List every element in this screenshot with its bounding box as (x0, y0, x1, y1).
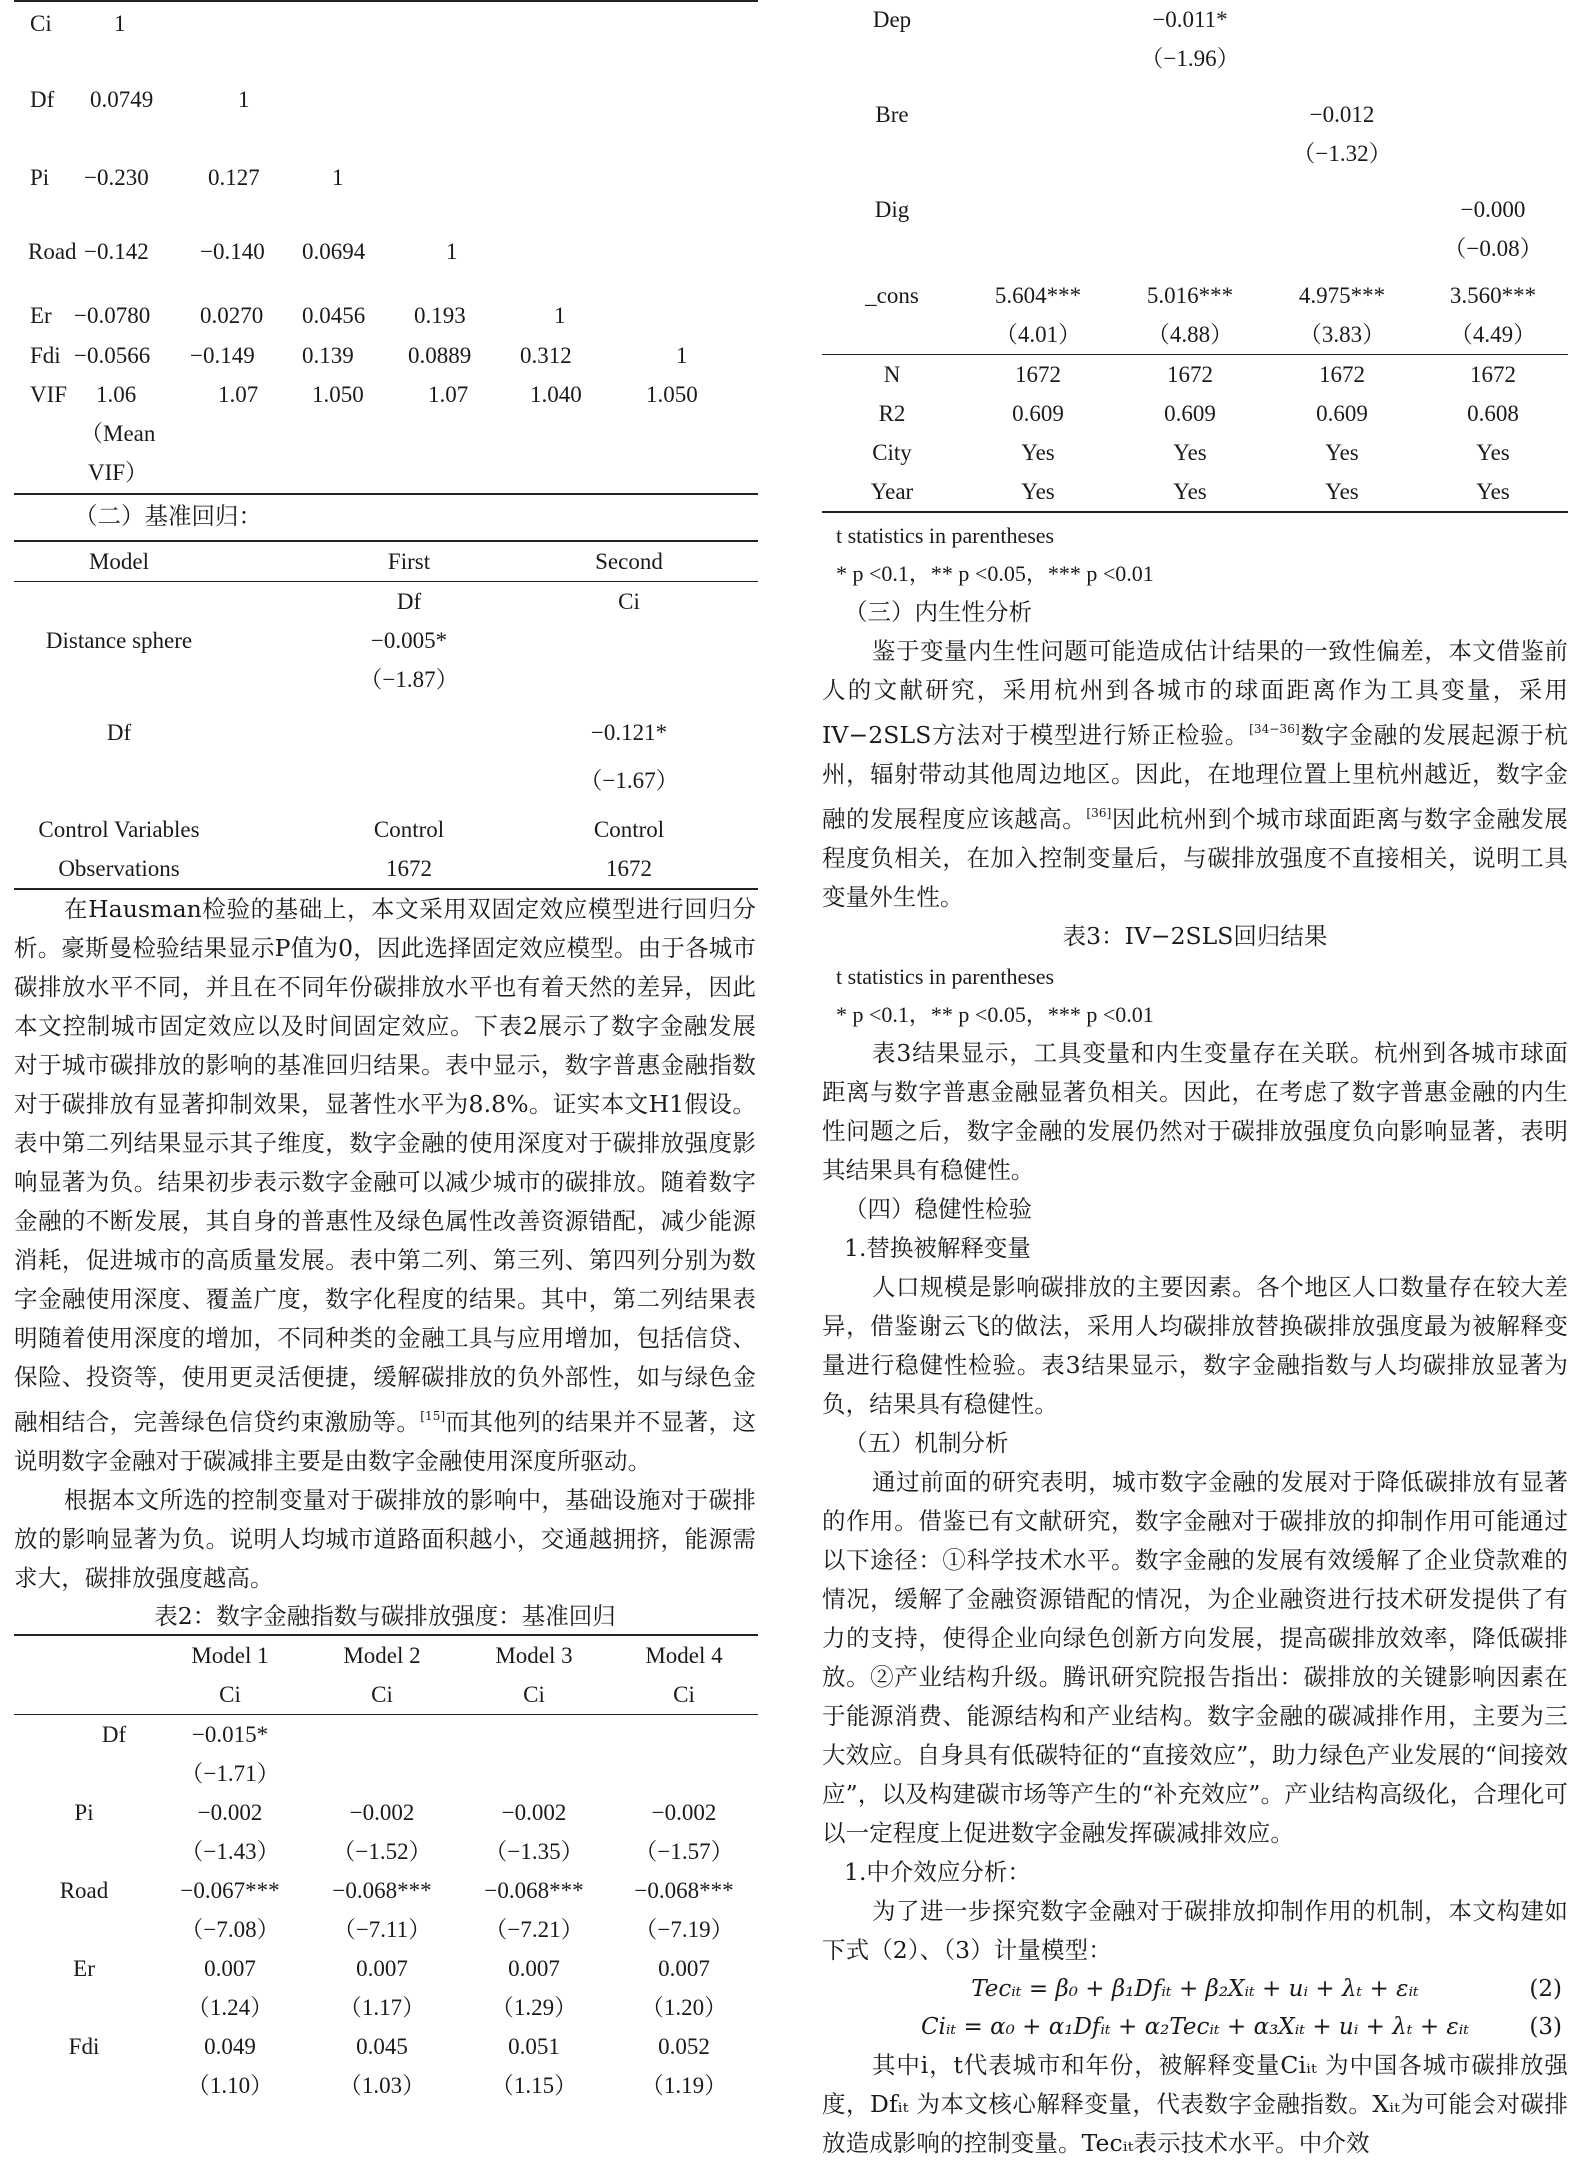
subsection-heading: 1.中介效应分析： (844, 1858, 1031, 1886)
table-row: Pi −0.230 0.127 1 (30, 165, 344, 190)
table-caption: 表2：数字金融指数与碳排放强度：基准回归 (154, 1602, 616, 1630)
table-row: （1.10） （1.03） （1.15） （1.19） (186, 2073, 728, 2098)
table-row: Df 0.0749 1 (30, 87, 250, 112)
table-row: （1.24） （1.17） （1.29） （1.20） (186, 1995, 728, 2020)
table-row: Er 0.007 0.007 0.007 0.007 (73, 1956, 710, 1981)
table-bottom-rule (14, 493, 758, 495)
table-row: Fdi −0.0566 −0.149 0.139 0.0889 0.312 1 (30, 343, 688, 368)
section-heading: （二）基准回归： (74, 502, 262, 530)
table-row: （−7.08） （−7.11） （−7.21） （−7.19） (180, 1917, 734, 1942)
baseline-regression-table (14, 1636, 758, 2105)
table-row: VIF） (88, 460, 149, 485)
left-column (14, 0, 756, 2105)
table-note: t statistics in parentheses (836, 964, 1055, 989)
table-note: * p <0.1，** p <0.05，*** p <0.01 (836, 561, 1154, 586)
equation-number: (2) (1529, 1976, 1562, 2002)
iv-regression-table (14, 542, 758, 888)
table-row: Fdi 0.049 0.045 0.051 0.052 (68, 2034, 710, 2059)
equation-number: (3) (1529, 2014, 1562, 2040)
table-row: Year Yes Yes Yes Yes (822, 472, 1568, 512)
body-paragraph: 鉴于变量内生性问题可能造成估计结果的一致性偏差，本文借鉴前人的文献研究，采用杭州到各城市的球面距离作为工具变量，采用IV−2SLS方法对于模型进行矫正检验。[34−36]数字金融的发展起源于杭州，辐射带动其他周边地区。因此，在地理位置上里杭州越近，数字金融的发展程度应该越高。[36]因此杭州到个城市球面距离与数字金融发展程度负相关，在加入控制变量后，与碳排放强度不直接相关，说明工具变量外生性。 (822, 637, 1568, 911)
table-row: Road −0.067*** −0.068*** −0.068*** −0.068*** (59, 1878, 734, 1903)
equation-3: Ciᵢₜ = α₀ + α₁Dfᵢₜ + α₂Tecᵢₜ + α₃Xᵢₜ + uᵢ + λₜ + εᵢₜ (3) (822, 2008, 1568, 2046)
table-header-row: Model First Second (14, 542, 758, 582)
table-row: Road −0.142 −0.140 0.0694 1 (28, 239, 458, 264)
correlation-grid (14, 2, 758, 493)
table-caption: 表3：IV−2SLS回归结果 (1062, 922, 1328, 950)
table-row: （−1.71） (180, 1761, 280, 1786)
section-heading: （三）内生性分析 (844, 598, 1032, 626)
table-row: Distance sphere −0.005* (45, 628, 448, 653)
table-row: （−1.32） (1292, 141, 1392, 166)
citation: [36] (1086, 806, 1112, 820)
table-row: Dig −0.000 (874, 197, 1526, 222)
table-row: Control Variables Control Control (38, 817, 665, 842)
body-paragraph: 其中i，t代表城市和年份，被解释变量Ciᵢₜ 为中国各城市碳排放强度，Dfᵢₜ 为本文核心解释变量，代表数字金融指数。Xᵢₜ为可能会对碳排放造成影响的控制变量。Tecᵢₜ表示技术水平。中介效 (822, 2051, 1568, 2157)
table-note: t statistics in parentheses (836, 523, 1055, 548)
correlation-table (14, 0, 756, 495)
section-heading: （五）机制分析 (844, 1429, 1009, 1457)
body-paragraph: 在Hausman检验的基础上，本文采用双固定效应模型进行回归分析。豪斯曼检验结果显示P值为0，因此选择固定效应模型。由于各城市碳排放水平不同，并且在不同年份碳排放水平也有着天然的差异，因此本文控制城市固定效应以及时间固定效应。下表2展示了数字金融发展对于城市碳排放的影响的基准回归结果。表中显示，数字普惠金融指数对于碳排放有显著抑制效果，显著性水平为8.8%。证实本文H1假设。表中第二列结果显示其子维度，数字金融的使用深度对于碳排放强度影响显著为负。结果初步表示数字金融可以减少城市的碳排放。随着数字金融的不断发展，其自身的普惠性及绿色属性改善资源错配，减少能源消耗，促进城市的高质量发展。表中第二列、第三列、第四列分别为数字金融使用深度、覆盖广度，数字化程度的结果。其中，第二列结果表明随着使用深度的增加，不同种类的金融工具与应用增加，包括信贷、保险、投资等，使用更灵活便捷，缓解碳排放的负外部性，如与绿色金融相结合，完善绿色信贷约束激励等。[15]而其他列的结果并不显著，这说明数字金融对于碳减排主要是由数字金融使用深度所驱动。 (14, 895, 756, 1475)
table-row: Bre −0.012 (875, 102, 1375, 127)
table-row: Df Ci (396, 589, 640, 614)
table-header-row: Model 1 Model 2 Model 3 Model 4 (191, 1643, 723, 1668)
equation-2: Tecᵢₜ = β₀ + β₁Dfᵢₜ + β₂Xᵢₜ + uᵢ + λₜ + εᵢₜ (2) (822, 1970, 1568, 2008)
table-row: N 1672 1672 1672 1672 (883, 362, 1516, 387)
body-paragraph: 根据本文所选的控制变量对于碳排放的影响中，基础设施对于碳排放的影响显著为负。说明人均城市道路面积越小，交通越拥挤，能源需求大，碳排放强度越高。 (14, 1486, 756, 1592)
right-column (822, 0, 1568, 2163)
table-row: Df −0.121* (106, 720, 668, 745)
table-row: （4.01） （4.88） （3.83） （4.49） (822, 315, 1568, 355)
table-row: R2 0.609 0.609 0.609 0.608 (878, 401, 1519, 426)
baseline-regression-table-continued (822, 0, 1568, 513)
table-row: Df −0.015* (101, 1722, 269, 1747)
table-row: （−1.87） (359, 667, 459, 692)
table-row: Pi −0.002 −0.002 −0.002 −0.002 (74, 1800, 717, 1825)
table-row: （−0.08） (1443, 236, 1543, 261)
body-paragraph: 通过前面的研究表明，城市数字金融的发展对于降低碳排放有显著的作用。借鉴已有文献研究，数字金融对于碳排放的抑制作用可能通过以下途径：①科学技术水平。数字金融的发展有效缓解了企业贷款难的情况，缓解了金融资源错配的情况，为企业融资进行技术研发提供了有力的支持，使得企业向绿色创新方向发展，提高碳排放效率，降低碳排放。②产业结构升级。腾讯研究院报告指出：碳排放的关键影响因素在于能源消费、能源结构和产业结构。数字金融的碳减排作用，主要为三大效应。自身具有低碳特征的“直接效应”，助力绿色产业发展的“间接效应”，以及构建碳市场等产生的“补充效应”。产业结构高级化，合理化可以一定程度上促进数字金融发挥碳减排效应。 (822, 1468, 1568, 1847)
citation: [15] (420, 1409, 446, 1423)
table-row: VIF 1.06 1.07 1.050 1.07 1.040 1.050 (30, 382, 698, 407)
body-paragraph: 为了进一步探究数字金融对于碳排放抑制作用的机制，本文构建如下式（2）、（3）计量模型： (822, 1897, 1568, 1964)
table-note: * p <0.1，** p <0.05，*** p <0.01 (836, 1002, 1154, 1027)
table-row: _cons 5.604*** 5.016*** 4.975*** 3.560*** (865, 283, 1537, 308)
table-row: Er −0.0780 0.0270 0.0456 0.193 1 (30, 303, 566, 328)
table-row: Dep −0.011* (872, 7, 1228, 32)
table-row: Ci 1 (30, 11, 126, 36)
table-row: City Yes Yes Yes Yes (872, 440, 1510, 465)
body-paragraph: 表3结果显示，工具变量和内生变量存在关联。杭州到各城市球面距离与数字普惠金融显著负相关。因此，在考虑了数字普惠金融的内生性问题之后，数字金融的发展仍然对于碳排放强度负向影响显著，表明其结果具有稳健性。 (822, 1039, 1568, 1184)
table-row: （Mean (80, 421, 156, 446)
table-body (14, 1715, 758, 2106)
table-row: （−1.67） (579, 768, 679, 793)
subsection-heading: 1.替换被解释变量 (844, 1234, 1031, 1262)
table-row: Observations 1672 1672 (58, 856, 652, 881)
table-row: （−1.96） (1140, 46, 1240, 71)
section-heading: （四）稳健性检验 (844, 1195, 1032, 1223)
citation: [34−36] (1249, 722, 1300, 736)
body-paragraph: 人口规模是影响碳排放的主要因素。各个地区人口数量存在较大差异，借鉴谢云飞的做法，采用人均碳排放替换碳排放强度最为被解释变量进行稳健性检验。表3结果显示，数字金融指数与人均碳排放显著为负，结果具有稳健性。 (822, 1273, 1568, 1418)
table-row: （−1.43） （−1.52） （−1.35） （−1.57） (180, 1839, 734, 1864)
table-header-row: Ci Ci Ci Ci (14, 1675, 758, 1715)
